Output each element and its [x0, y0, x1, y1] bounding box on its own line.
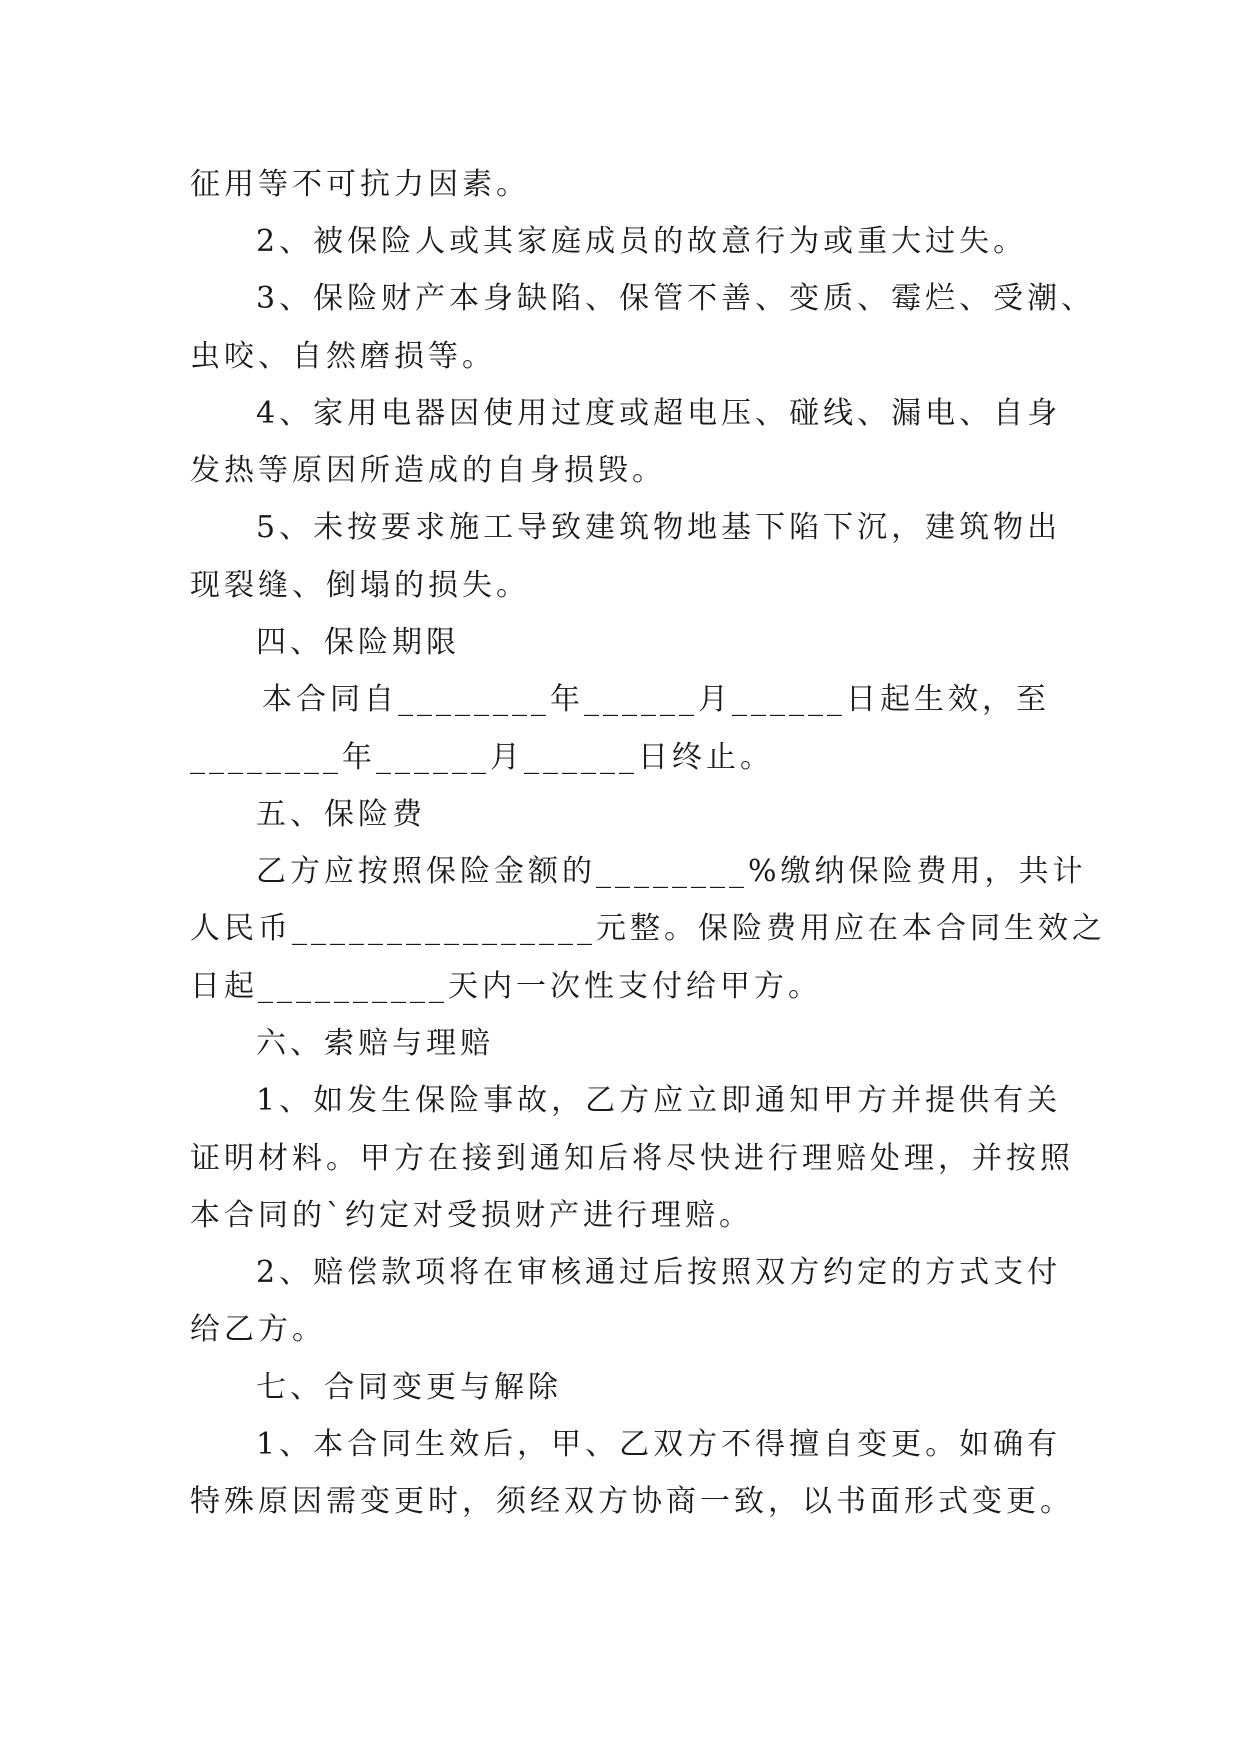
- text-line: 证明材料。甲方在接到通知后将尽快进行理赔处理，并按照: [190, 1141, 1074, 1176]
- text-line: 本合同自________年______月______日起生效，至: [262, 682, 1050, 717]
- text-line: 1、如发生保险事故，乙方应立即通知甲方并提供有关: [256, 1083, 1062, 1118]
- text-line: 虫咬、自然磨损等。: [190, 339, 496, 374]
- text-line: 现裂缝、倒塌的损失。: [190, 568, 530, 603]
- section-heading: 四、保险期限: [256, 625, 460, 660]
- text-line: 2、赔偿款项将在审核通过后按照双方约定的方式支付: [256, 1255, 1062, 1290]
- text-line: 本合同的`约定对受损财产进行理赔。: [190, 1198, 753, 1233]
- text-line: 发热等原因所造成的自身损毁。: [190, 453, 666, 488]
- text-line: 给乙方。: [190, 1312, 326, 1347]
- text-line: 4、家用电器因使用过度或超电压、碰线、漏电、自身: [256, 396, 1062, 431]
- section-heading: 五、保险费: [256, 797, 426, 832]
- text-line: 2、被保险人或其家庭成员的故意行为或重大过失。: [256, 224, 1028, 259]
- section-heading: 七、合同变更与解除: [256, 1370, 562, 1405]
- text-line: ________年______月______日终止。: [190, 740, 774, 775]
- section-heading: 六、索赔与理赔: [256, 1026, 494, 1061]
- text-line: 日起__________天内一次性支付给甲方。: [190, 969, 822, 1004]
- text-line: 人民币________________元整。保险费用应在本合同生效之: [190, 911, 1106, 946]
- text-line: 1、本合同生效后，甲、乙双方不得擅自变更。如确有: [256, 1427, 1062, 1462]
- text-line: 征用等不可抗力因素。: [190, 167, 530, 202]
- text-line: 特殊原因需变更时，须经双方协商一致，以书面形式变更。: [190, 1484, 1074, 1519]
- text-line: 乙方应按照保险金额的________%缴纳保险费用，共计: [256, 854, 1087, 889]
- text-line: 3、保险财产本身缺陷、保管不善、变质、霉烂、受潮、: [256, 281, 1096, 316]
- text-line: 5、未按要求施工导致建筑物地基下陷下沉，建筑物出: [256, 510, 1062, 545]
